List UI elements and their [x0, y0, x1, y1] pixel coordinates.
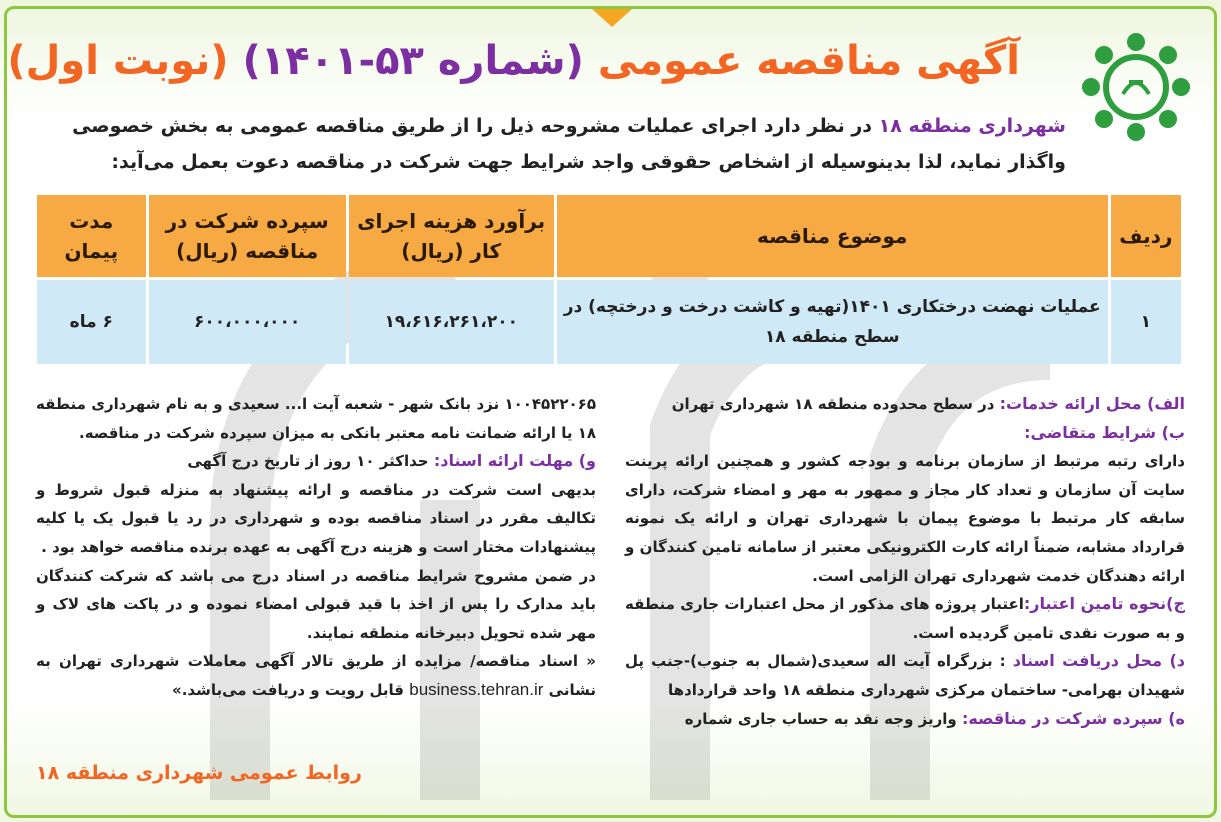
cell-deposit: ۶۰۰،۰۰۰،۰۰۰ [149, 280, 346, 364]
intro-paragraph [66, 108, 1066, 180]
deposit-continuation: ۱۰۰۴۵۲۲۰۶۵ نزد بانک شهر - شعبه آیت ا... سعیدی و به نام شهرداری منطقه ۱۸ یا ارائه ضمانت نامه معتبر بانکی به میزان سپرده شرکت در مناقصه. [36, 395, 596, 442]
right-column [625, 390, 1185, 733]
portal-url: business.tehran.ir [409, 679, 544, 699]
title-main: آگهی مناقصه عمومی [597, 38, 1020, 84]
page-title [7, 30, 1020, 92]
top-notch-decoration [592, 9, 632, 27]
vav-label: و) مهلت ارائه اسناد: [433, 451, 596, 471]
intro-line2: واگذار نماید، لذا بدینوسیله از اشخاص حقوقی واجد شرایط جهت شرکت در مناقصه دعوت بعمل می‌آید: [111, 151, 1066, 173]
terms-paragraph: بدیهی است شرکت در مناقصه و ارائه پیشنهاد به منزله قبول شروط و تکالیف مقرر در اسناد مناقصه بوده و شهرداری در رد یا قبول یک یا کلیه پیشنهادات مختار است و هزینه درج آگهی به عهده برنده مناقصه خواهد بود . [36, 480, 596, 556]
jim-text: اعتبار پروژه های مذکور از محل اعتبارات جاری منطقه و به صورت نقدی تامین گردیده است. [625, 595, 1185, 642]
be-text: دارای رتبه مرتبط از سازمان برنامه و بودجه کشور و همچنین ارائه پرینت سایت آن سازمان و تعداد کار مجاز و ممهور به مهر و امضاء شرکت، دارای سابقه کار مرتبط با موضوع پیمان با شهرداری تهران و ارائه یک نمونه قرارداد مشابه، ضمناً ارائه کارت الکترونیکی معتبر از سامانه تامین کنندگان و ارائه دهندگان خدمت شهرداری تهران الزامی است. [625, 452, 1185, 585]
dal-label: د) محل دریافت اسناد [1012, 651, 1185, 671]
intro-org: شهرداری منطقه ۱۸ [878, 115, 1066, 137]
table-row [37, 280, 1181, 364]
cell-estimate: ۱۹،۶۱۶،۲۶۱،۲۰۰ [349, 280, 554, 364]
cell-subject: عملیات نهضت درختکاری ۱۴۰۱(تهیه و کاشت درخت و درختچه) در سطح منطقه ۱۸ [557, 280, 1108, 364]
footer-signature: روابط عمومی شهرداری منطقه ۱۸ [36, 762, 362, 784]
header-row-no: ردیف [1111, 195, 1181, 277]
cell-duration: ۶ ماه [37, 280, 146, 364]
tender-table [34, 192, 1184, 367]
portal-text-end: قابل رویت و دریافت می‌باشد.» [172, 680, 410, 699]
intro-line1: در نظر دارد اجرای عملیات مشروحه ذیل را از طریق مناقصه عمومی به بخش خصوصی [72, 115, 879, 137]
cell-row-no: ۱ [1111, 280, 1181, 364]
title-round: (نوبت اول) [7, 38, 229, 84]
title-number: (شماره ۵۳-۱۴۰۱) [242, 38, 584, 84]
he-text: واریز وجه نقد به حساب جاری شماره [684, 709, 962, 728]
alef-text: در سطح محدوده منطقه ۱۸ شهرداری تهران [671, 395, 1000, 413]
left-column [36, 390, 596, 705]
header-deposit: سپرده شرکت در مناقصه (ریال) [149, 195, 346, 277]
header-duration: مدت پیمان [37, 195, 146, 277]
dal-text: : بزرگراه آیت اله سعیدی(شمال به جنوب)-جنب پل شهیدان بهرامی- ساختمان مرکزی شهرداری منطقه ۱۸ واحد قراردادها [625, 652, 1185, 699]
portal-text: « اسناد مناقصه/ مزایده از طریق تالار آگهی معاملات شهرداری تهران به نشانی [36, 652, 596, 699]
alef-label: الف) محل ارائه خدمات: [999, 394, 1185, 413]
documents-paragraph: در ضمن مشروح شرایط مناقصه در اسناد درج می باشد که شرکت کنندگان باید مدارک را پس از اخذ با قید قبولی امضاء نموده و در پاکت های لاک و مهر شده تحویل دبیرخانه منطقه نمایند. [36, 566, 596, 642]
vav-text: حداکثر ۱۰ روز از تاریخ درج آگهی [187, 452, 434, 471]
he-label: ه) سپرده شرکت در مناقصه: [961, 708, 1185, 728]
header-estimate: برآورد هزینه اجرای کار (ریال) [349, 195, 554, 277]
jim-label: ج)نحوه تامین اعتبار: [1023, 594, 1185, 614]
tehran-municipality-logo-icon [1081, 32, 1191, 142]
table-header-row [37, 195, 1181, 277]
header-subject: موضوع مناقصه [557, 195, 1108, 277]
be-label: ب) شرایط متقاضی: [1024, 422, 1185, 442]
